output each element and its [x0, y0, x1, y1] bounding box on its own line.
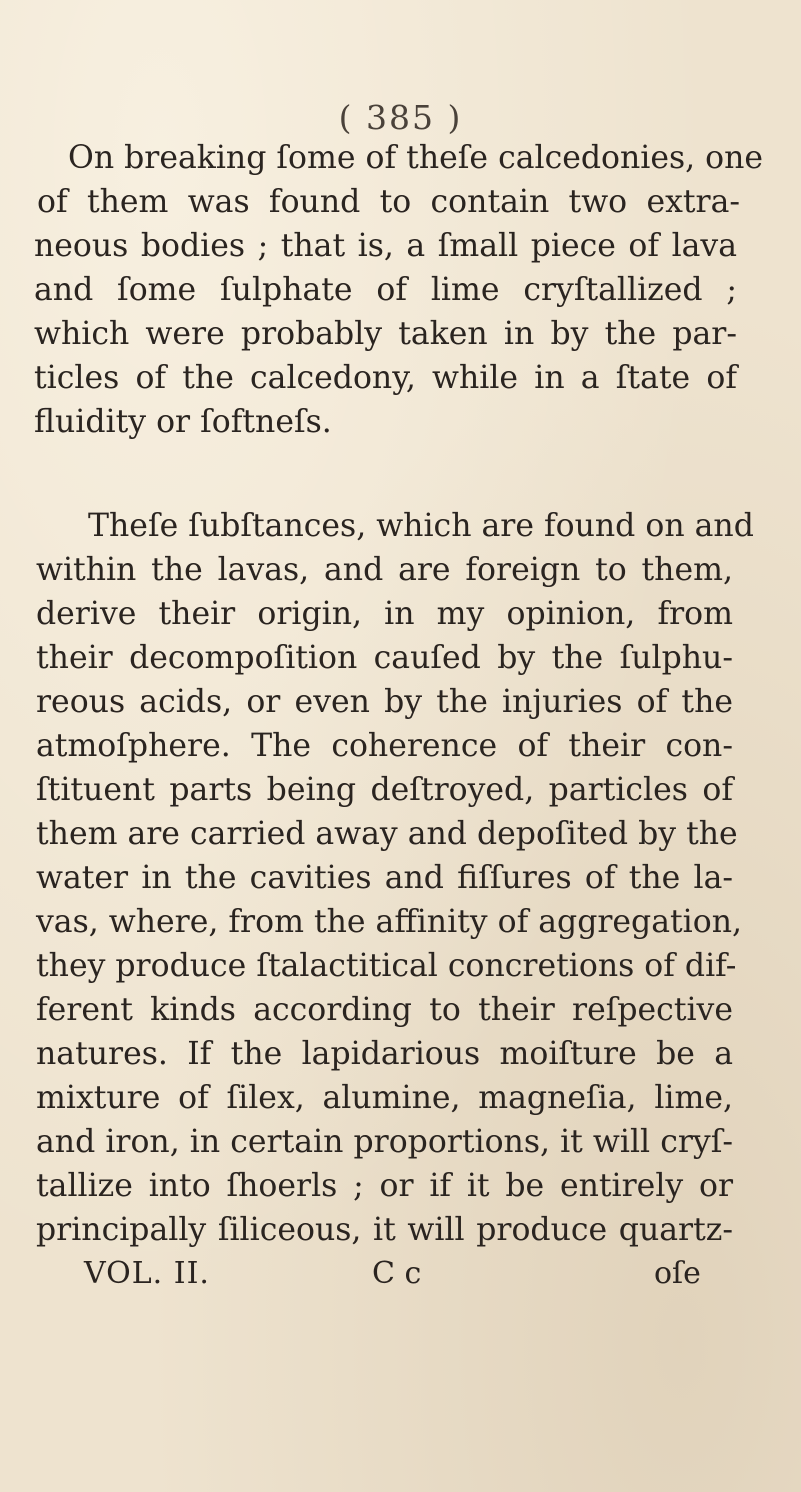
text-line: vas, where, from the affinity of aggregation,: [36, 904, 742, 940]
text-line: of them was found to contain two extra-: [37, 184, 740, 220]
volume-label: VOL. II.: [84, 1256, 210, 1291]
text-line: and iron, in certain proportions, it will cryſ-: [36, 1124, 733, 1160]
page-footer: [0, 1252, 801, 1296]
text-line: within the lavas, and are foreign to them,: [36, 552, 733, 588]
text-line: derive their origin, in my opinion, from: [36, 596, 733, 632]
text-line: their decompoſition cauſed by the ſulphu-: [36, 640, 733, 676]
text-line: ſtituent parts being deſtroyed, particles of: [36, 772, 733, 808]
text-line: they produce ſtalactitical concretions of dif-: [36, 948, 737, 984]
text-line: which were probably taken in by the par-: [34, 316, 737, 352]
text-line: ferent kinds according to their reſpective: [36, 992, 733, 1028]
text-line: tallize into ſhoerls ; or if it be entirely or: [36, 1168, 733, 1204]
text-line: reous acids, or even by the injuries of the: [36, 684, 733, 720]
signature-mark: C c: [372, 1256, 422, 1291]
catchword: oſe: [654, 1256, 701, 1291]
text-line: Theſe ſubſtances, which are found on and: [88, 508, 754, 544]
text-line: natures. If the lapidarious moiſture be a: [36, 1036, 733, 1072]
text-line: principally ſiliceous, it will produce quartz-: [36, 1212, 733, 1248]
text-line: ticles of the calcedony, while in a ſtate of: [34, 360, 737, 396]
text-line: neous bodies ; that is, a ſmall piece of lava: [34, 228, 737, 264]
text-line: atmoſphere. The coherence of their con-: [36, 728, 733, 764]
text-line: fluidity or ſoftneſs.: [34, 404, 332, 440]
page-number: ( 385 ): [338, 98, 463, 137]
text-line: On breaking ſome of theſe calcedonies, one: [68, 140, 764, 176]
text-line: mixture of ſilex, alumine, magneſia, lime,: [36, 1080, 733, 1116]
text-line: them are carried away and depoſited by the: [36, 816, 738, 852]
text-line: water in the cavities and fiſſures of the la-: [36, 860, 733, 896]
text-line: and ſome ſulphate of lime cryſtallized ;: [34, 272, 737, 308]
